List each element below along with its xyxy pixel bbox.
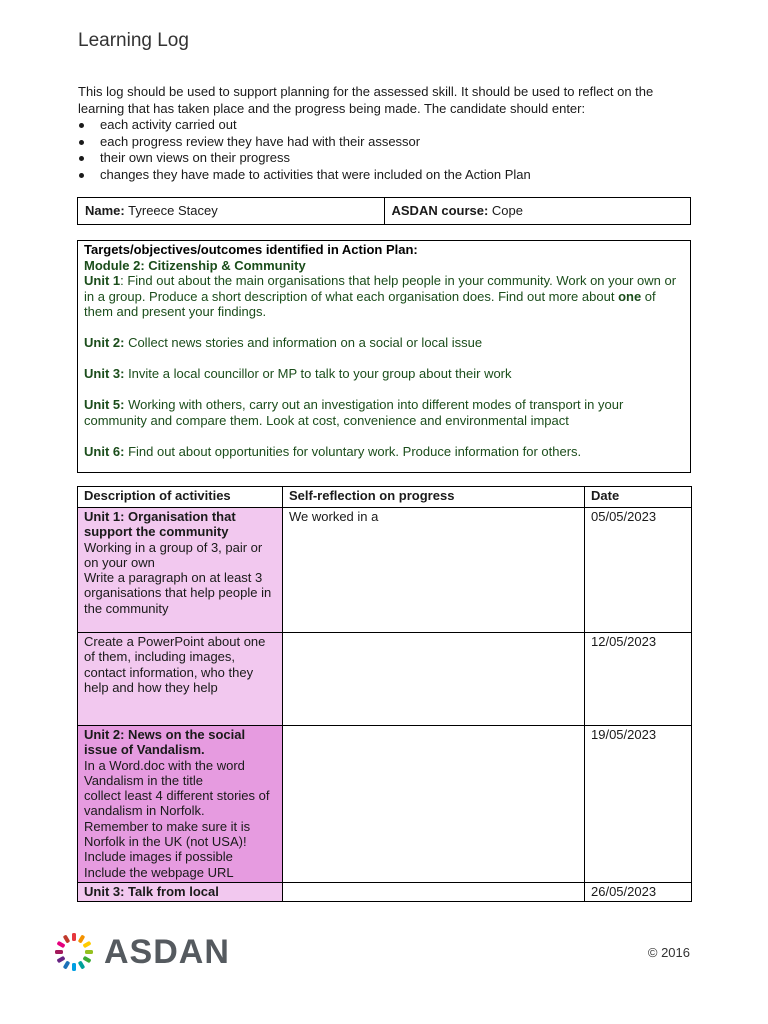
unit-1-text-b: of them and present your findings. xyxy=(84,288,656,319)
intro-bullet-list xyxy=(78,117,692,183)
unit-2-text: Collect news stories and information on a social or local issue xyxy=(124,335,483,350)
activity-text: Working in a group of 3, pair or on your own Write a paragraph on at least 3 organisations that help people in the community xyxy=(84,539,272,616)
unit-5-text: Working with others, carry out an investigation into different modes of transport in your community and compare them. Look at cost, convenience and environmental impact xyxy=(84,397,624,428)
targets-heading: Targets/objectives/outcomes identified in Action Plan: xyxy=(84,242,418,257)
unit-3-label: Unit 3: xyxy=(84,366,125,381)
targets-box xyxy=(77,240,691,473)
page-title: Learning Log xyxy=(78,30,189,51)
table-row xyxy=(78,633,692,726)
activity-description xyxy=(78,726,283,883)
name-cell xyxy=(78,198,384,224)
asdan-burst-icon xyxy=(52,930,96,974)
unit-1-label: Unit 1 xyxy=(84,273,121,288)
activity-text: Create a PowerPoint about one of them, including images, contact information, who they help and how they help xyxy=(84,634,266,695)
table-row xyxy=(78,508,692,633)
unit-1-text-a: : Find out about the main organisations that help people in your community. Work on your own or in a group. Produce a short description of what each organisation does. Find out more about xyxy=(84,273,677,304)
intro-section xyxy=(78,84,692,183)
name-label: Name: xyxy=(85,203,125,218)
activity-description xyxy=(78,883,283,902)
date-cell: 26/05/2023 xyxy=(585,883,692,902)
unit-2-label: Unit 2: xyxy=(84,335,125,350)
intro-bullet: each progress review they have had with their assessor xyxy=(78,134,692,151)
intro-text: This log should be used to support planning for the assessed skill. It should be used to reflect on the learning that has taken place and the progress being made. The candidate should enter: xyxy=(78,84,654,116)
course-value: Cope xyxy=(491,203,523,218)
header-reflection: Self-reflection on progress xyxy=(283,487,585,508)
activities-table xyxy=(77,486,692,902)
activity-title: Unit 2: News on the social issue of Vandalism. xyxy=(84,727,246,758)
unit-5-label: Unit 5: xyxy=(84,397,125,412)
name-value: Tyreece Stacey xyxy=(128,203,218,218)
table-row xyxy=(78,726,692,883)
header-description: Description of activities xyxy=(78,487,283,508)
target-unit-6 xyxy=(84,444,684,460)
course-label: ASDAN course: xyxy=(391,203,489,218)
date-cell: 05/05/2023 xyxy=(585,508,692,633)
info-table xyxy=(77,197,691,225)
activity-title: Unit 3: Talk from local xyxy=(84,884,219,899)
date-cell: 12/05/2023 xyxy=(585,633,692,726)
table-row xyxy=(78,883,692,902)
activity-text: In a Word.doc with the word Vandalism in the title collect least 4 different stories of vandalism in Norfolk. Remember to make sure it is Norfolk in the UK (not USA)! Include images if possible Include the webpage URL xyxy=(84,757,270,880)
reflection-cell[interactable] xyxy=(283,633,585,726)
target-unit-2 xyxy=(84,335,684,351)
copyright-notice: © 2016 xyxy=(647,945,690,960)
logo-text: ASDAN xyxy=(104,932,230,971)
header-date: Date xyxy=(585,487,692,508)
date-cell: 19/05/2023 xyxy=(585,726,692,883)
unit-3-text: Invite a local councillor or MP to talk to your group about their work xyxy=(124,366,512,381)
unit-1-emphasis: one xyxy=(618,288,642,304)
reflection-cell[interactable]: We worked in a xyxy=(283,508,585,633)
unit-6-label: Unit 6: xyxy=(84,443,125,459)
activity-title: Unit 1: Organisation that support the community xyxy=(84,509,236,540)
target-unit-1 xyxy=(84,273,684,320)
intro-bullet: each activity carried out xyxy=(78,117,692,134)
target-unit-3 xyxy=(84,366,684,382)
unit-6-text: Find out about opportunities for voluntary work. Produce information for others. xyxy=(124,443,582,459)
activity-description xyxy=(78,508,283,633)
course-cell xyxy=(384,198,691,224)
table-header-row xyxy=(78,487,692,508)
reflection-cell[interactable] xyxy=(283,883,585,902)
intro-bullet: their own views on their progress xyxy=(78,150,692,167)
target-unit-5 xyxy=(84,397,684,428)
intro-bullet: changes they have made to activities that were included on the Action Plan xyxy=(78,167,692,184)
asdan-logo xyxy=(52,930,230,974)
reflection-cell[interactable] xyxy=(283,726,585,883)
activity-description xyxy=(78,633,283,726)
module-title: Module 2: Citizenship & Community xyxy=(84,257,306,273)
